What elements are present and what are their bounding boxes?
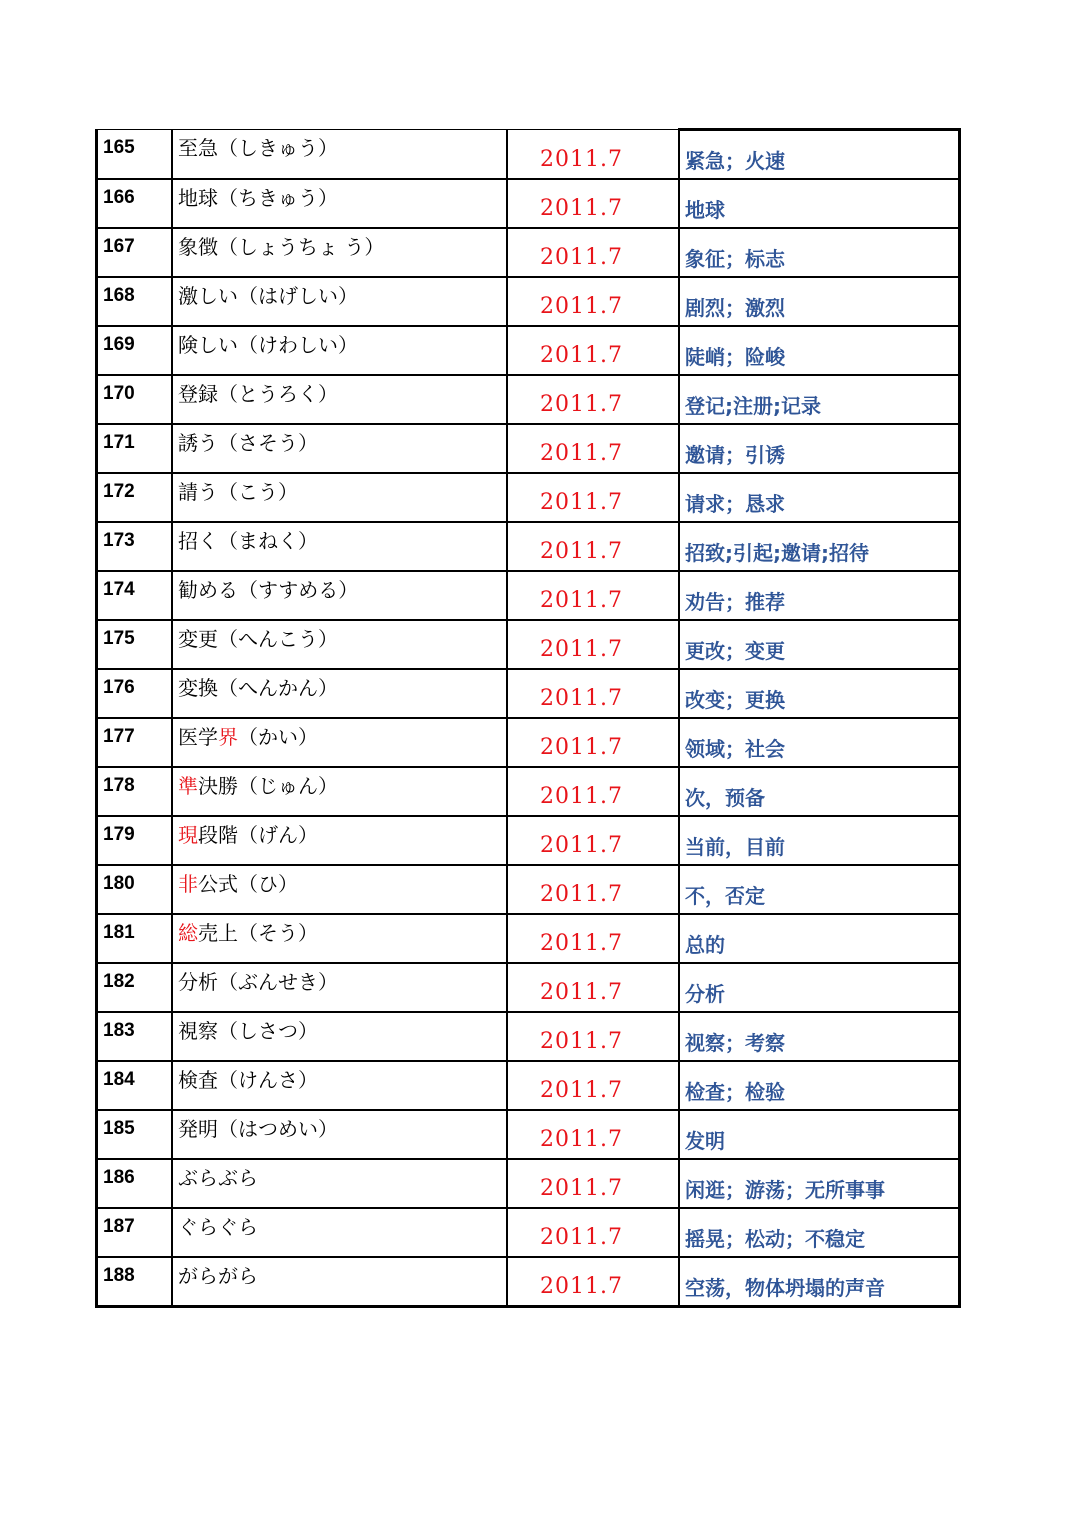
- table-row: [97, 522, 960, 571]
- word-cell: ぶらぶら: [172, 1159, 507, 1208]
- exam-date: 2011.7: [507, 179, 679, 228]
- definition-cell: 紧急；火速: [679, 130, 960, 180]
- exam-date: 2011.7: [507, 1061, 679, 1110]
- word-cell: がらがら: [172, 1257, 507, 1307]
- table-row: [97, 718, 960, 767]
- definition-cell: 空荡，物体坍塌的声音: [679, 1257, 960, 1307]
- exam-date: 2011.7: [507, 1012, 679, 1061]
- definition-cell: 领域；社会: [679, 718, 960, 767]
- exam-date: 2011.7: [507, 914, 679, 963]
- word-suffix: 公式（ひ）: [198, 872, 298, 896]
- row-number: 170: [97, 375, 173, 424]
- word-cell: 誘う（さそう）: [172, 424, 507, 473]
- word-cell: [172, 865, 507, 914]
- exam-date: 2011.7: [507, 963, 679, 1012]
- exam-date: 2011.7: [507, 424, 679, 473]
- word-cell: 激しい（はげしい）: [172, 277, 507, 326]
- row-number: 184: [97, 1061, 173, 1110]
- row-number: 180: [97, 865, 173, 914]
- table-row: [97, 1257, 960, 1307]
- row-number: 172: [97, 473, 173, 522]
- word-cell: [172, 718, 507, 767]
- table-row: [97, 914, 960, 963]
- exam-date: 2011.7: [507, 620, 679, 669]
- exam-date: 2011.7: [507, 1257, 679, 1307]
- definition-cell: 次，预备: [679, 767, 960, 816]
- row-number: 174: [97, 571, 173, 620]
- row-number: 182: [97, 963, 173, 1012]
- vocabulary-table-body: [97, 130, 960, 1307]
- word-cell: 険しい（けわしい）: [172, 326, 507, 375]
- word-highlight: 準: [178, 774, 198, 798]
- definition-cell: 请求；恳求: [679, 473, 960, 522]
- table-row: [97, 669, 960, 718]
- exam-date: 2011.7: [507, 473, 679, 522]
- word-cell: [172, 816, 507, 865]
- word-cell: 請う（こう）: [172, 473, 507, 522]
- definition-cell: 摇晃；松动；不稳定: [679, 1208, 960, 1257]
- exam-date: 2011.7: [507, 1159, 679, 1208]
- row-number: 167: [97, 228, 173, 277]
- word-cell: 検査（けんさ）: [172, 1061, 507, 1110]
- word-highlight: 総: [178, 921, 198, 945]
- table-row: [97, 1208, 960, 1257]
- table-row: [97, 1061, 960, 1110]
- row-number: 185: [97, 1110, 173, 1159]
- table-row: [97, 1012, 960, 1061]
- table-row: [97, 375, 960, 424]
- table-row: [97, 865, 960, 914]
- word-cell: 変更（へんこう）: [172, 620, 507, 669]
- table-row: [97, 571, 960, 620]
- exam-date: 2011.7: [507, 130, 679, 180]
- definition-cell: 邀请；引诱: [679, 424, 960, 473]
- word-suffix: 決勝（じゅん）: [198, 774, 338, 798]
- exam-date: 2011.7: [507, 1110, 679, 1159]
- definition-cell: 视察；考察: [679, 1012, 960, 1061]
- exam-date: 2011.7: [507, 718, 679, 767]
- exam-date: 2011.7: [507, 277, 679, 326]
- table-row: [97, 326, 960, 375]
- word-cell: [172, 767, 507, 816]
- definition-cell: 剧烈；激烈: [679, 277, 960, 326]
- word-cell: [172, 914, 507, 963]
- word-cell: 招く（まねく）: [172, 522, 507, 571]
- definition-cell: 象征；标志: [679, 228, 960, 277]
- row-number: 169: [97, 326, 173, 375]
- table-row: [97, 620, 960, 669]
- word-cell: ぐらぐら: [172, 1208, 507, 1257]
- table-row: [97, 963, 960, 1012]
- row-number: 186: [97, 1159, 173, 1208]
- word-highlight: 現: [178, 823, 198, 847]
- row-number: 165: [97, 130, 173, 180]
- definition-cell: 改变；更换: [679, 669, 960, 718]
- row-number: 178: [97, 767, 173, 816]
- exam-date: 2011.7: [507, 816, 679, 865]
- row-number: 188: [97, 1257, 173, 1307]
- row-number: 179: [97, 816, 173, 865]
- row-number: 187: [97, 1208, 173, 1257]
- row-number: 173: [97, 522, 173, 571]
- word-highlight: 界: [218, 725, 238, 749]
- word-suffix: （かい）: [238, 725, 318, 749]
- definition-cell: 劝告；推荐: [679, 571, 960, 620]
- exam-date: 2011.7: [507, 326, 679, 375]
- table-row: [97, 1159, 960, 1208]
- table-row: [97, 424, 960, 473]
- row-number: 183: [97, 1012, 173, 1061]
- vocabulary-table: [95, 128, 961, 1308]
- definition-cell: 登记;注册;记录: [679, 375, 960, 424]
- word-cell: 象徴（しょうちょ う）: [172, 228, 507, 277]
- word-cell: 登録（とうろく）: [172, 375, 507, 424]
- exam-date: 2011.7: [507, 669, 679, 718]
- table-row: [97, 277, 960, 326]
- word-cell: 変換（へんかん）: [172, 669, 507, 718]
- table-row: [97, 130, 960, 180]
- definition-cell: 总的: [679, 914, 960, 963]
- definition-cell: 闲逛；游荡；无所事事: [679, 1159, 960, 1208]
- definition-cell: 招致;引起;邀请;招待: [679, 522, 960, 571]
- row-number: 175: [97, 620, 173, 669]
- row-number: 181: [97, 914, 173, 963]
- word-cell: 地球（ちきゅう）: [172, 179, 507, 228]
- word-cell: 至急（しきゅう）: [172, 130, 507, 180]
- definition-cell: 发明: [679, 1110, 960, 1159]
- definition-cell: 当前，目前: [679, 816, 960, 865]
- row-number: 171: [97, 424, 173, 473]
- row-number: 177: [97, 718, 173, 767]
- exam-date: 2011.7: [507, 767, 679, 816]
- exam-date: 2011.7: [507, 375, 679, 424]
- definition-cell: 地球: [679, 179, 960, 228]
- word-highlight: 非: [178, 872, 198, 896]
- row-number: 166: [97, 179, 173, 228]
- table-row: [97, 816, 960, 865]
- definition-cell: 分析: [679, 963, 960, 1012]
- definition-cell: 更改；变更: [679, 620, 960, 669]
- definition-cell: 陡峭；险峻: [679, 326, 960, 375]
- table-row: [97, 473, 960, 522]
- word-cell: 発明（はつめい）: [172, 1110, 507, 1159]
- table-row: [97, 767, 960, 816]
- table-row: [97, 179, 960, 228]
- definition-cell: 不，否定: [679, 865, 960, 914]
- exam-date: 2011.7: [507, 228, 679, 277]
- exam-date: 2011.7: [507, 1208, 679, 1257]
- exam-date: 2011.7: [507, 571, 679, 620]
- table-row: [97, 228, 960, 277]
- table-row: [97, 1110, 960, 1159]
- exam-date: 2011.7: [507, 522, 679, 571]
- word-suffix: 売上（そう）: [198, 921, 318, 945]
- definition-cell: 检查；检验: [679, 1061, 960, 1110]
- row-number: 168: [97, 277, 173, 326]
- row-number: 176: [97, 669, 173, 718]
- exam-date: 2011.7: [507, 865, 679, 914]
- word-prefix: 医学: [178, 725, 218, 749]
- word-suffix: 段階（げん）: [198, 823, 318, 847]
- word-cell: 視察（しさつ）: [172, 1012, 507, 1061]
- word-cell: 分析（ぶんせき）: [172, 963, 507, 1012]
- word-cell: 勧める（すすめる）: [172, 571, 507, 620]
